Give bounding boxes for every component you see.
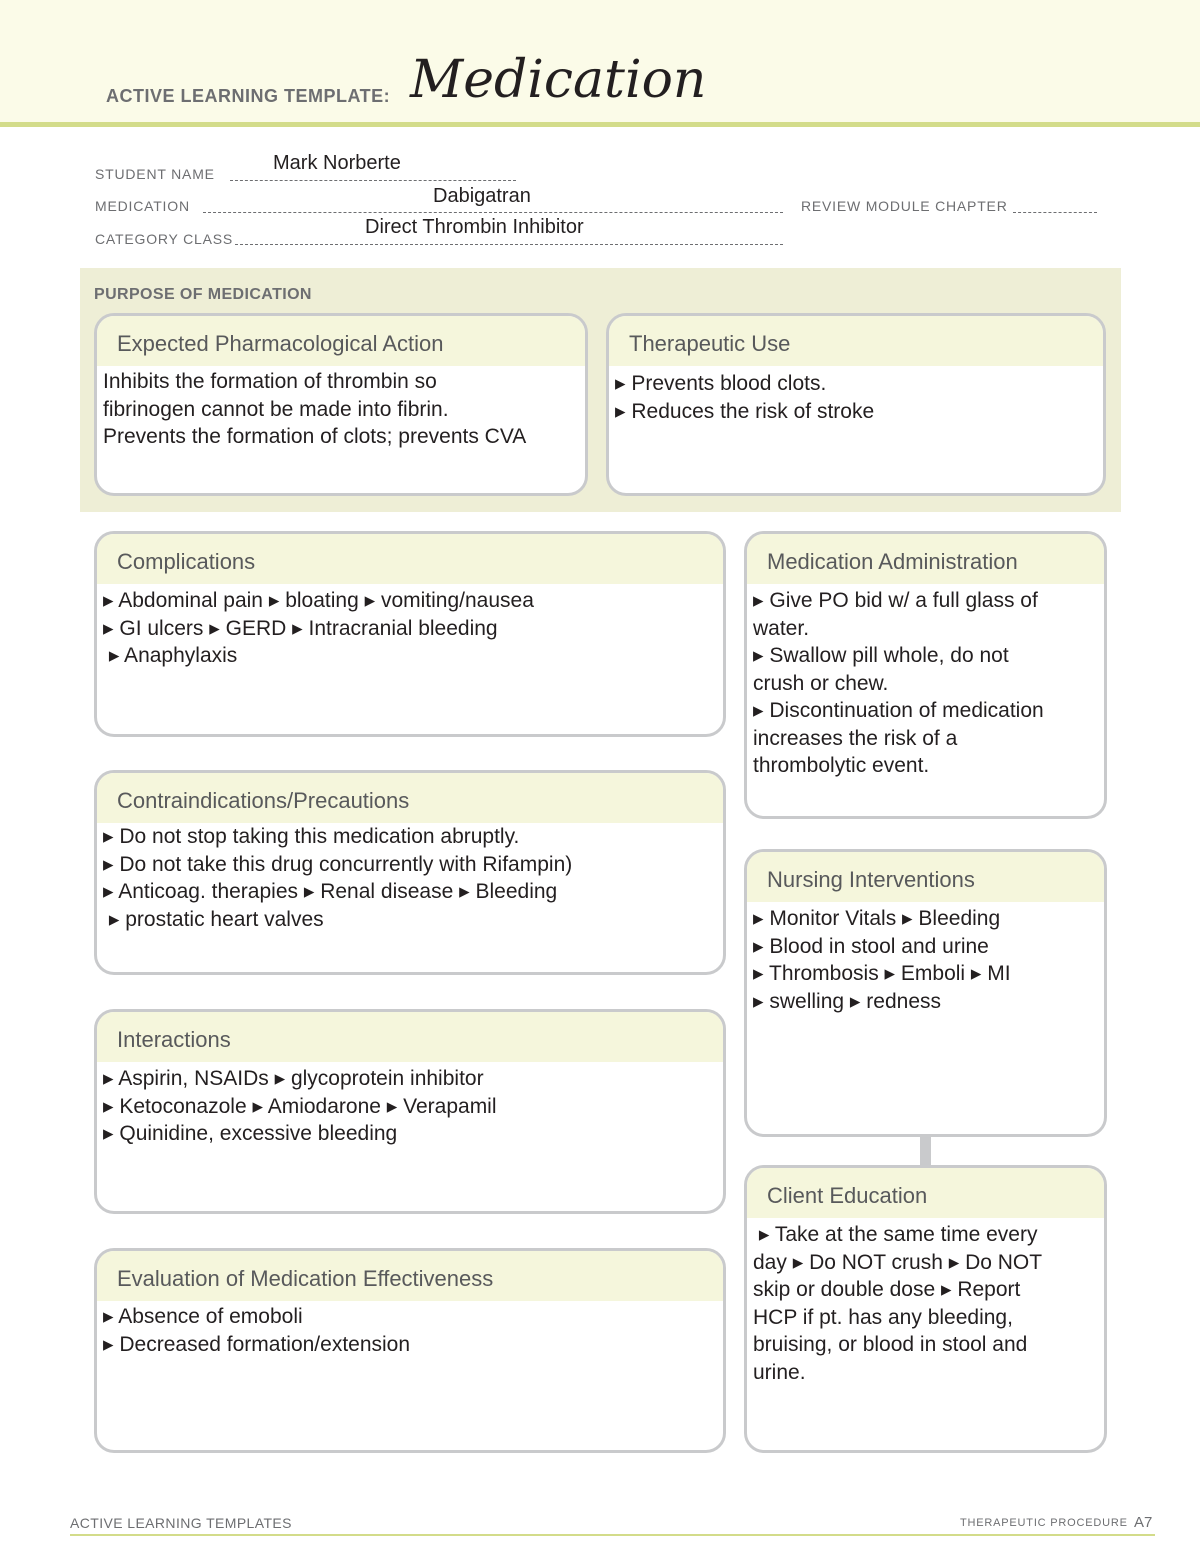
expected-action-line: fibrinogen cannot be made into fibrin. (103, 397, 449, 421)
client-education-line: ▸ Take at the same time every (753, 1223, 1038, 1246)
evaluation-box (94, 1248, 726, 1453)
page-number: A7 (1134, 1514, 1153, 1531)
interactions-box (94, 1009, 726, 1214)
nursing-interventions-line: ▸ Thrombosis ▸ Emboli ▸ MI (753, 962, 1011, 985)
box-connector (920, 1136, 931, 1166)
evaluation-body[interactable] (97, 1301, 723, 1358)
therapeutic-use-line: ▸ Reduces the risk of stroke (615, 399, 875, 423)
administration-line: ▸ Discontinuation of medication (753, 699, 1044, 722)
footer-right-text: THERAPEUTIC PROCEDURE (960, 1517, 1128, 1529)
administration-line: ▸ Give PO bid w/ a full glass of (753, 589, 1038, 612)
interactions-line: ▸ Quinidine, excessive bleeding (103, 1122, 398, 1145)
client-education-line: urine. (753, 1360, 806, 1384)
client-education-box (744, 1165, 1107, 1453)
administration-line: crush or chew. (753, 671, 889, 695)
client-education-line: skip or double dose ▸ Report (753, 1278, 1021, 1301)
nursing-interventions-box (744, 849, 1107, 1137)
evaluation-heading: Evaluation of Medication Effectiveness (97, 1251, 723, 1301)
administration-body[interactable] (747, 584, 1104, 780)
evaluation-line: ▸ Decreased formation/extension (103, 1332, 411, 1356)
administration-line: water. (753, 616, 810, 640)
therapeutic-use-heading: Therapeutic Use (609, 316, 1103, 366)
contraindications-line: ▸ Do not stop taking this medication abruptly. (103, 825, 520, 848)
complications-heading: Complications (97, 534, 723, 584)
expected-action-heading: Expected Pharmacological Action (97, 316, 585, 366)
administration-heading: Medication Administration (747, 534, 1104, 584)
complications-body[interactable] (97, 584, 723, 670)
therapeutic-use-box (606, 313, 1106, 496)
contraindications-body[interactable] (97, 823, 723, 933)
client-education-line: day ▸ Do NOT crush ▸ Do NOT (753, 1250, 1043, 1274)
evaluation-line: ▸ Absence of emoboli (103, 1305, 303, 1328)
contraindications-box (94, 770, 726, 975)
review-module-label: REVIEW MODULE CHAPTER (801, 198, 1008, 214)
nursing-interventions-line: ▸ Monitor Vitals ▸ Bleeding (753, 907, 1001, 930)
nursing-interventions-heading: Nursing Interventions (747, 852, 1104, 902)
medication-label: MEDICATION (95, 198, 190, 214)
expected-action-line: Prevents the formation of clots; prevents CVA (103, 425, 527, 448)
client-education-line: bruising, or blood in stool and (753, 1333, 1028, 1356)
client-education-body[interactable] (747, 1218, 1104, 1386)
medication-value[interactable]: Dabigatran (433, 185, 531, 207)
therapeutic-use-line: ▸ Prevents blood clots. (615, 372, 827, 395)
complications-box (94, 531, 726, 737)
administration-line: increases the risk of a (753, 726, 958, 750)
footer-divider (70, 1534, 1155, 1536)
expected-action-body[interactable] (97, 366, 585, 451)
student-name-line (230, 180, 516, 181)
expected-action-line: Inhibits the formation of thrombin so (103, 370, 437, 393)
contraindications-heading: Contraindications/Precautions (97, 773, 723, 823)
nursing-interventions-line: ▸ swelling ▸ redness (753, 989, 941, 1013)
complications-line: ▸ Abdominal pain ▸ bloating ▸ vomiting/nausea (103, 589, 534, 612)
client-education-heading: Client Education (747, 1168, 1104, 1218)
complications-line: ▸ Anaphylaxis (103, 644, 238, 667)
header-divider (0, 122, 1200, 127)
administration-line: thrombolytic event. (753, 754, 930, 777)
complications-line: ▸ GI ulcers ▸ GERD ▸ Intracranial bleeding (103, 616, 498, 640)
category-class-label: CATEGORY CLASS (95, 231, 234, 247)
purpose-title: PURPOSE OF MEDICATION (94, 286, 312, 303)
expected-action-box (94, 313, 588, 496)
administration-box (744, 531, 1107, 819)
administration-line: ▸ Swallow pill whole, do not (753, 644, 1009, 667)
therapeutic-use-body[interactable] (609, 366, 1103, 425)
interactions-line: ▸ Ketoconazole ▸ Amiodarone ▸ Verapamil (103, 1094, 497, 1118)
template-title: Medication (410, 50, 707, 110)
interactions-line: ▸ Aspirin, NSAIDs ▸ glycoprotein inhibitor (103, 1067, 484, 1090)
student-name-label: STUDENT NAME (95, 166, 215, 182)
student-name-value[interactable]: Mark Norberte (273, 152, 401, 174)
footer-left-text: ACTIVE LEARNING TEMPLATES (70, 1515, 292, 1531)
contraindications-line: ▸ Do not take this drug concurrently with Rifampin) (103, 852, 573, 876)
contraindications-line: ▸ prostatic heart valves (103, 907, 324, 931)
interactions-heading: Interactions (97, 1012, 723, 1062)
category-class-value[interactable]: Direct Thrombin Inhibitor (365, 216, 584, 238)
medication-line (203, 212, 783, 213)
template-label: ACTIVE LEARNING TEMPLATE: (106, 86, 391, 106)
category-class-line (235, 244, 783, 245)
review-module-line[interactable] (1013, 212, 1097, 213)
nursing-interventions-line: ▸ Blood in stool and urine (753, 934, 989, 958)
client-education-line: HCP if pt. has any bleeding, (753, 1305, 1013, 1329)
nursing-interventions-body[interactable] (747, 902, 1104, 1015)
contraindications-line: ▸ Anticoag. therapies ▸ Renal disease ▸ Bleeding (103, 880, 558, 903)
interactions-body[interactable] (97, 1062, 723, 1148)
